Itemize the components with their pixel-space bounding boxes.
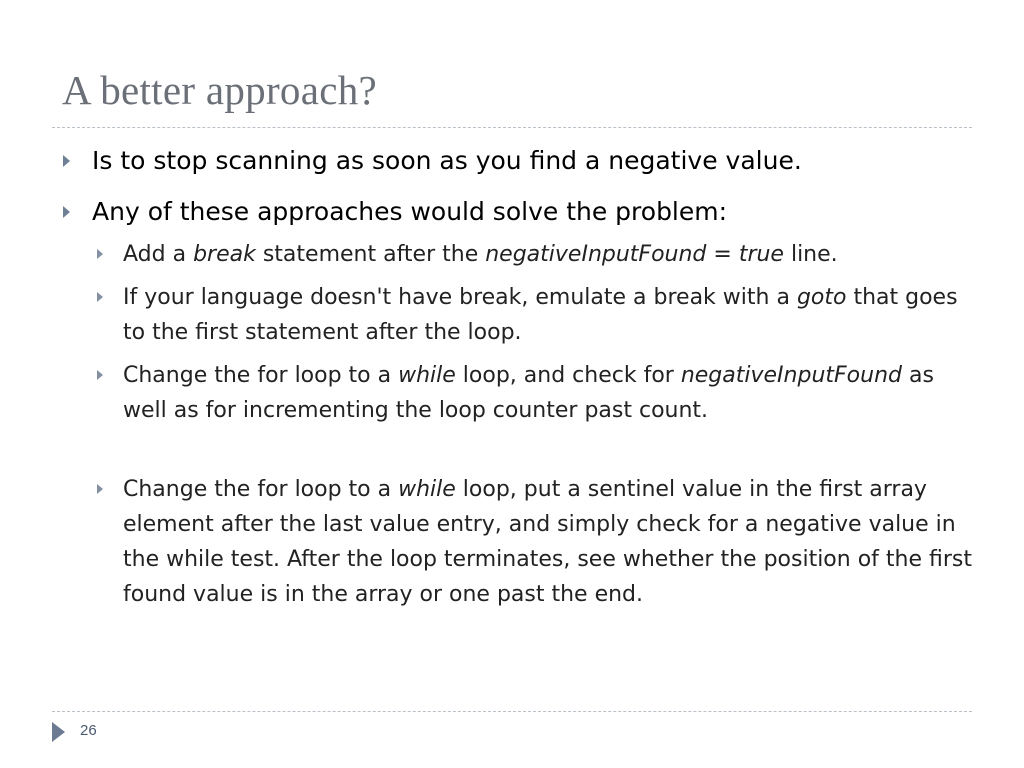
sub-bullet-code: while: [398, 477, 456, 502]
sub-bullet-text: Change the for loop to a: [123, 363, 399, 388]
sub-bullet-triangle-icon: [97, 484, 103, 494]
sub-bullet-item: [123, 280, 973, 350]
sub-bullet-text: Add a: [123, 242, 194, 267]
sub-bullet-code: negativeInputFound: [680, 363, 902, 388]
sub-bullet-code: negativeInputFound: [485, 242, 707, 267]
top-divider: [52, 127, 972, 128]
bullet-triangle-icon: [63, 206, 70, 218]
sub-bullet-code: while: [398, 363, 456, 388]
sub-bullet-text: statement after the: [255, 242, 486, 267]
sub-bullet-code: =: [706, 242, 739, 267]
sub-bullet-text: as well as for incrementing the loop counter past count.: [123, 363, 934, 423]
sub-bullet-text: Change the for loop to a: [123, 477, 399, 502]
sub-bullet-code: goto: [796, 285, 847, 310]
sub-bullet-triangle-icon: [97, 249, 103, 259]
bottom-divider: [52, 711, 972, 712]
sub-bullet-triangle-icon: [97, 292, 103, 302]
sub-bullet-item: [123, 237, 973, 272]
slide-title: A better approach?: [62, 67, 378, 113]
sub-bullet-code: true: [738, 242, 784, 267]
bullet-item: Any of these approaches would solve the problem:: [92, 197, 728, 226]
sub-bullet-text: loop, and check for: [455, 363, 681, 388]
page-number: 26: [80, 722, 97, 739]
sub-bullet-item: [123, 358, 973, 428]
triangle-right-icon: [52, 722, 65, 742]
sub-bullet-code: break: [193, 242, 256, 267]
sub-bullet-text: If your language doesn't have break, emulate a break with a: [123, 285, 797, 310]
sub-bullet-text: line.: [783, 242, 838, 267]
sub-bullet-triangle-icon: [97, 370, 103, 380]
sub-bullet-item: [123, 472, 973, 612]
sub-bullet-text: that goes to the first statement after the loop.: [123, 285, 958, 345]
bullet-triangle-icon: [63, 155, 70, 167]
bullet-item: Is to stop scanning as soon as you find a negative value.: [92, 146, 802, 175]
sub-bullet-text: loop, put a sentinel value in the first array element after the last value entry, and simply check for a negative value in the while test. After the loop terminates, see whether the position of the first found value is in the array or one past the end.: [123, 477, 972, 607]
